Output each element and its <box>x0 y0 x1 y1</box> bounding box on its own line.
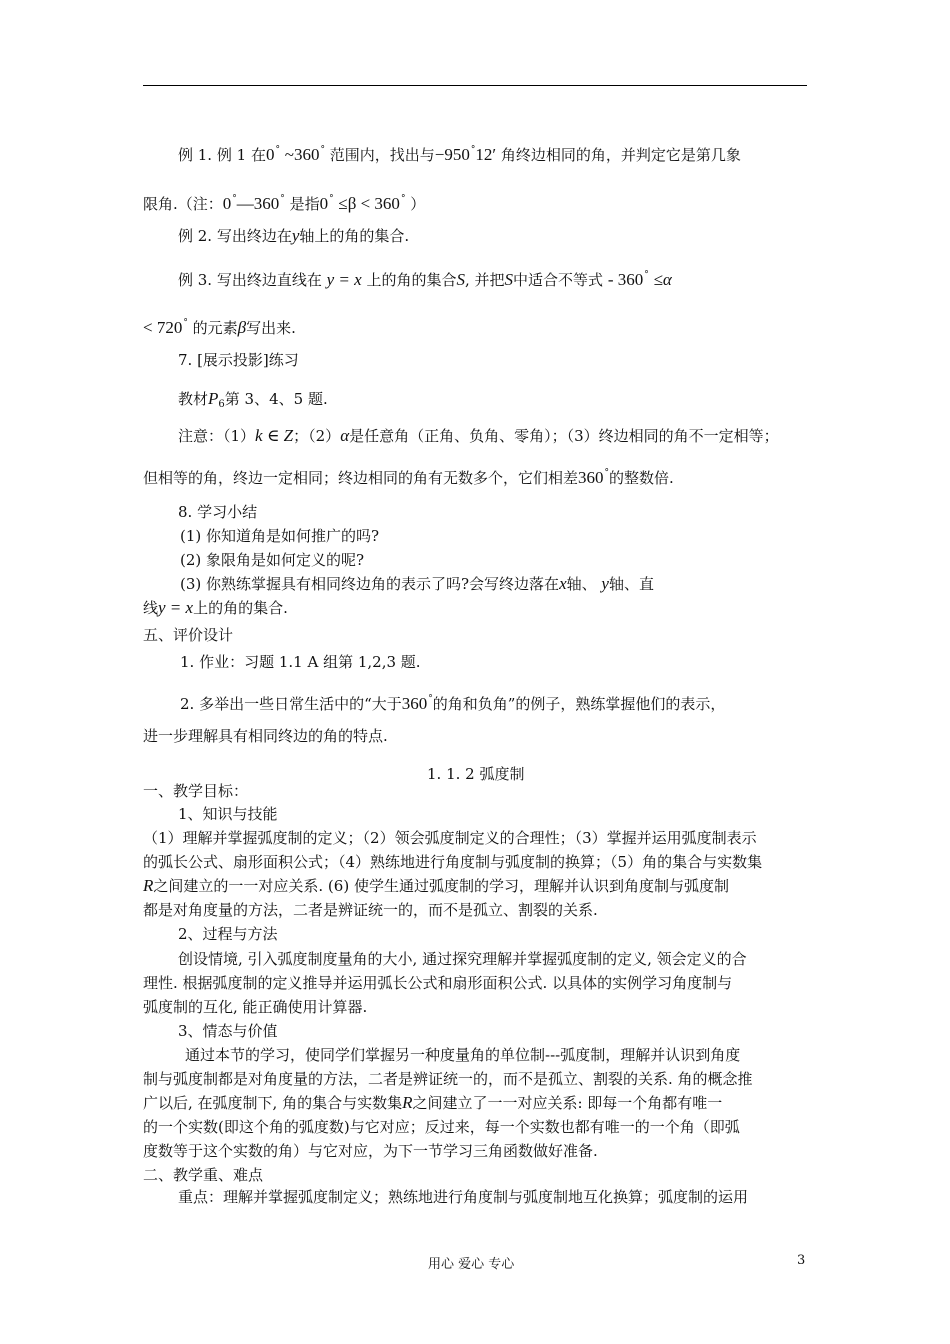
example-1-line-2: 限角.（注：0°—360° 是指0° ≤β < 360° ） <box>143 194 426 213</box>
goal-1-text-1: （1）理解并掌握弧度制的定义；（2）领会弧度制定义的合理性；（3）掌握并运用弧度制表示 <box>143 829 757 847</box>
goal-3-text-4: 的一个实数(即这个角的弧度数)与它对应；反过来，每一个实数也都有唯一的一个角（即弧 <box>143 1118 740 1136</box>
example-3-line-1: 例 3. 写出终边直线在 y = x 上的角的集合S, 并把S中适合不等式 - 360° ≤α <box>178 270 672 289</box>
note-line-2: 但相等的角，终边一定相同；终边相同的角有无数多个，它们相差360°的整数倍. <box>143 468 674 487</box>
goal-3-text-5: 度数等于这个实数的角）与它对应，为下一节学习三角函数做好准备. <box>143 1142 598 1160</box>
footer-motto: 用心 爱心 专心 <box>428 1257 515 1272</box>
section-7-heading: 7. [展示投影]练习 <box>178 351 299 369</box>
goal-1-heading: 1、知识与技能 <box>178 805 278 823</box>
header-rule <box>143 85 807 86</box>
example-3-line-2: < 720° 的元素β写出来. <box>143 318 296 337</box>
goal-2-text-2: 理性. 根据弧度制的定义推导并运用弧长公式和扇形面积公式. 以具体的实例学习角度制与 <box>143 974 733 992</box>
key-points-heading: 二、教学重、难点 <box>143 1166 264 1184</box>
homework-2-line-1: 2. 多举出一些日常生活中的“大于360°的角和负角”的例子，熟练掌握他们的表示， <box>180 694 726 713</box>
summary-q1: (1) 你知道角是如何推广的吗? <box>180 527 380 545</box>
goal-3-text-3: 广以后, 在弧度制下, 角的集合与实数集R之间建立了一一对应关系: 即每一个角都有唯一 <box>143 1093 723 1112</box>
homework-1: 1. 作业：习题 1.1 A 组第 1,2,3 题. <box>180 653 421 671</box>
section-title: 1. 1. 2 弧度制 <box>427 765 525 783</box>
example-2: 例 2. 写出终边在y轴上的角的集合. <box>178 226 410 245</box>
note-line-1: 注意：（1）k ∈ Z；（2）α是任意角（正角、负角、零角）；（3）终边相同的角不一定相等； <box>178 426 779 445</box>
goal-2-heading: 2、过程与方法 <box>178 925 278 943</box>
goal-2-text-3: 弧度制的互化, 能正确使用计算器. <box>143 998 368 1016</box>
goal-3-heading: 3、情态与价值 <box>178 1022 278 1040</box>
goal-3-text-1: 通过本节的学习，使同学们掌握另一种度量角的单位制---弧度制，理解并认识到角度 <box>185 1046 741 1064</box>
key-points-text: 重点：理解并掌握弧度制定义；熟练地进行角度制与弧度制地互化换算；弧度制的运用 <box>178 1188 749 1206</box>
example-1-line-1: 例 1. 例 1 在0° ~360° 范围内，找出与−950°12′ 角终边相同的角，并判定它是第几象 <box>178 145 741 164</box>
summary-q3-line-2: 线y = x上的角的集合. <box>143 598 288 617</box>
goal-3-text-2: 制与弧度制都是对角度量的方法，二者是辨证统一的，而不是孤立、割裂的关系. 角的概念推 <box>143 1070 753 1088</box>
section-5-heading: 五、评价设计 <box>143 626 234 644</box>
summary-q3-line-1: (3) 你熟练掌握具有相同终边角的表示了吗?会写终边落在x轴、 y轴、直 <box>180 574 654 593</box>
goal-1-text-4: 都是对角度量的方法，二者是辨证统一的，而不是孤立、割裂的关系. <box>143 901 598 919</box>
goals-heading: 一、教学目标： <box>143 782 249 800</box>
goal-1-text-3: R之间建立的一一对应关系. (6) 使学生通过弧度制的学习，理解并认识到角度制与弧度制 <box>143 876 729 895</box>
goal-2-text-1: 创设情境, 引入弧度制度量角的大小, 通过探究理解并掌握弧度制的定义, 领会定义的合 <box>178 950 747 968</box>
section-8-heading: 8. 学习小结 <box>178 503 258 521</box>
summary-q2: (2) 象限角是如何定义的呢? <box>180 551 365 569</box>
textbook-exercises: 教材$P_6$第 3、4、5 题. <box>178 389 328 410</box>
goal-1-text-2: 的弧长公式、扇形面积公式；（4）熟练地进行角度制与弧度制的换算；（5）角的集合与实数集 <box>143 853 763 871</box>
homework-2-line-2: 进一步理解具有相同终边的角的特点. <box>143 727 388 745</box>
page-number: 3 <box>797 1253 806 1268</box>
